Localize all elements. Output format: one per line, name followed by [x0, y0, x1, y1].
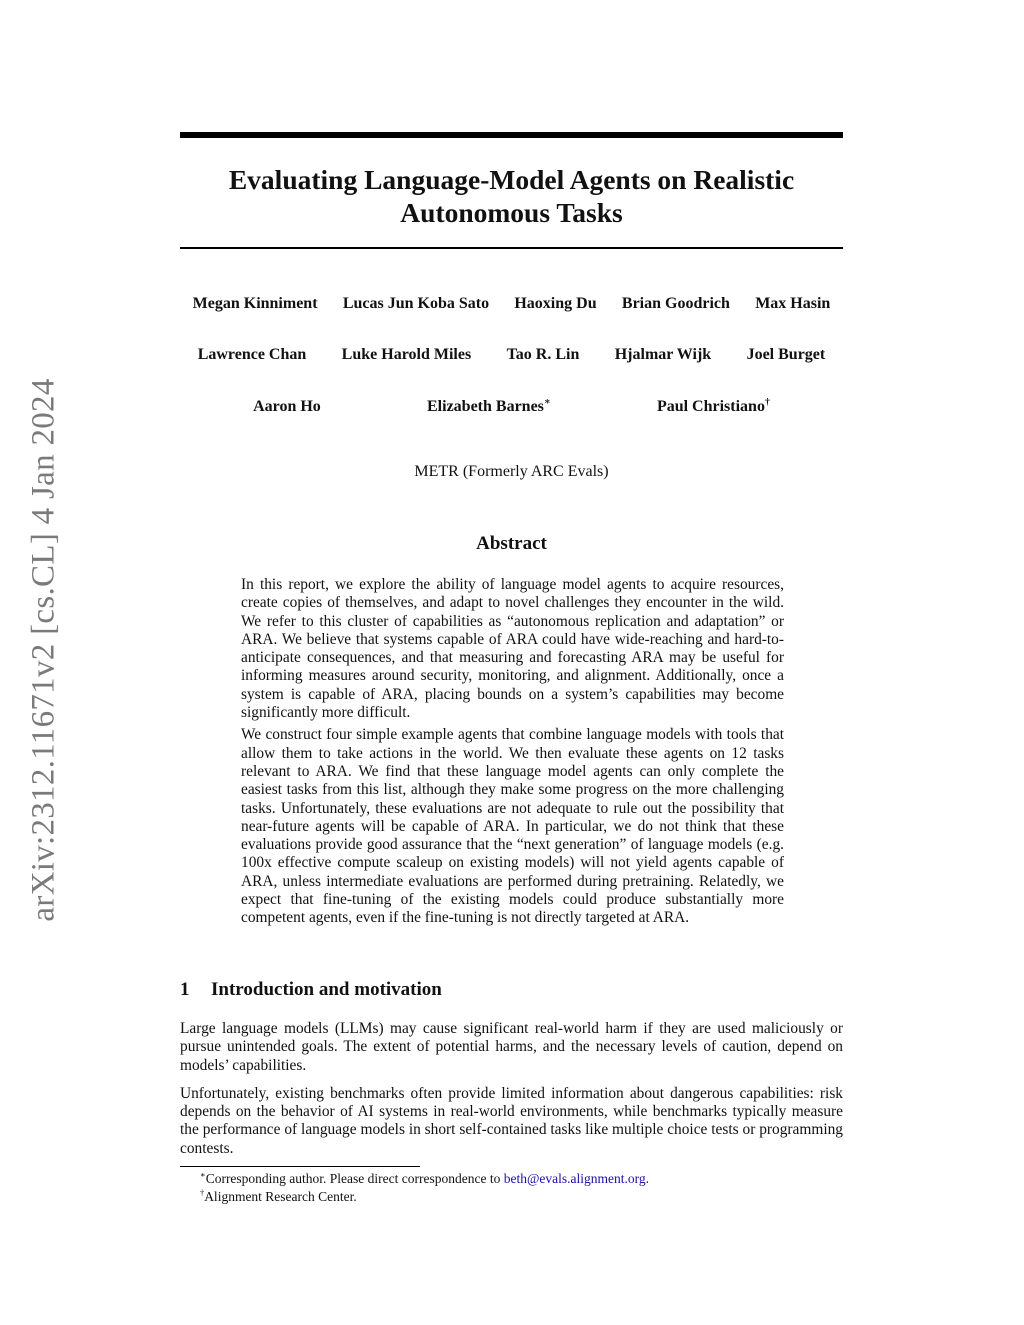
title-bottom-rule [180, 247, 843, 249]
footnote-affiliation: †Alignment Research Center. [200, 1188, 357, 1204]
author: Hjalmar Wijk [614, 346, 712, 363]
author: Tao R. Lin [506, 346, 580, 363]
body-paragraph: Large language models (LLMs) may cause significant real-world harm if they are used maliciously or pursue unintended goals. The extent of potential harms, and the necessary levels of caution, depend on models’ capabilities. [180, 1020, 843, 1074]
abstract-heading: Abstract [476, 533, 547, 554]
author: Lawrence Chan [197, 346, 307, 363]
abstract-paragraph: In this report, we explore the ability of language model agents to acquire resources, create copies of themselves, and adapt to novel challenges they encounter in the wild. We refer to this cluster of capabilities as “autonomous replication and adaptation” or ARA. We believe that systems capable of ARA could have wide-reaching and hard-to-anticipate consequences, and that measuring and forecasting ARA may be useful for informing measures around security, monitoring, and alignment. Additionally, once a system is capable of ARA, placing bounds on a system’s capabilities may become significantly more difficult. [241, 576, 784, 722]
footnote-corresponding: ∗Corresponding author. Please direct correspondence to beth@evals.alignment.org. [200, 1170, 650, 1186]
section-number: 1 [180, 979, 190, 1000]
paper-title: Evaluating Language-Model Agents on Realistic Autonomous Tasks [228, 164, 795, 228]
email-link[interactable]: beth@evals.alignment.org [503, 1171, 646, 1186]
author: Max Hasin [755, 295, 831, 312]
footnotes [200, 1170, 843, 1206]
author: Elizabeth Barnes∗ [427, 396, 551, 415]
author-row-1 [180, 295, 843, 313]
title-top-rule [180, 132, 843, 138]
affiliation: METR (Formerly ARC Evals) [414, 463, 609, 480]
abstract-paragraph: We construct four simple example agents that combine language models with tools that allow them to take actions in the world. We then evaluate these agents on 12 tasks relevant to ARA. We find that these language model agents can only complete the easiest tasks from this list, although they make some progress on the more challenging tasks. Unfortunately, these evaluations are not adequate to rule out the possibility that near-future agents will be capable of ARA. In particular, we do not think that these evaluations provide good assurance that the “next generation” of language models (e.g. 100x effective compute scaleup on existing models) will not yield agents capable of ARA, unless intermediate evaluations are performed during pretraining. Relatedly, we expect that fine-tuning of the existing models could produce substantially more competent agents, even if the fine-tuning is not directly targeted at ARA. [241, 726, 784, 927]
affiliation-mark: † [764, 396, 770, 408]
author: Paul Christiano† [656, 396, 770, 415]
section-body [180, 1020, 843, 1168]
author: Luke Harold Miles [341, 346, 472, 363]
section-title: Introduction and motivation [211, 979, 442, 1000]
author: Aaron Ho [253, 398, 321, 415]
corresponding-mark: ∗ [543, 396, 551, 408]
author: Joel Burget [746, 346, 826, 363]
footnote-rule [180, 1166, 420, 1167]
author: Megan Kinniment [192, 295, 318, 312]
author-row-2 [180, 346, 843, 364]
section-heading [180, 979, 442, 1001]
author: Brian Goodrich [621, 295, 730, 312]
author: Haoxing Du [514, 295, 597, 312]
author-row-3 [200, 398, 823, 416]
abstract-body [241, 576, 784, 932]
body-paragraph: Unfortunately, existing benchmarks often provide limited information about dangerous capabilities: risk depends on the behavior of AI systems in real-world environments, while benchmarks typically measure the performance of language models in short self-contained tasks like multiple choice tests or programming contests. [180, 1084, 843, 1157]
arxiv-stamp: arXiv:2312.11671v2 [cs.CL] 4 Jan 2024 [25, 378, 62, 922]
author: Lucas Jun Koba Sato [342, 295, 490, 312]
